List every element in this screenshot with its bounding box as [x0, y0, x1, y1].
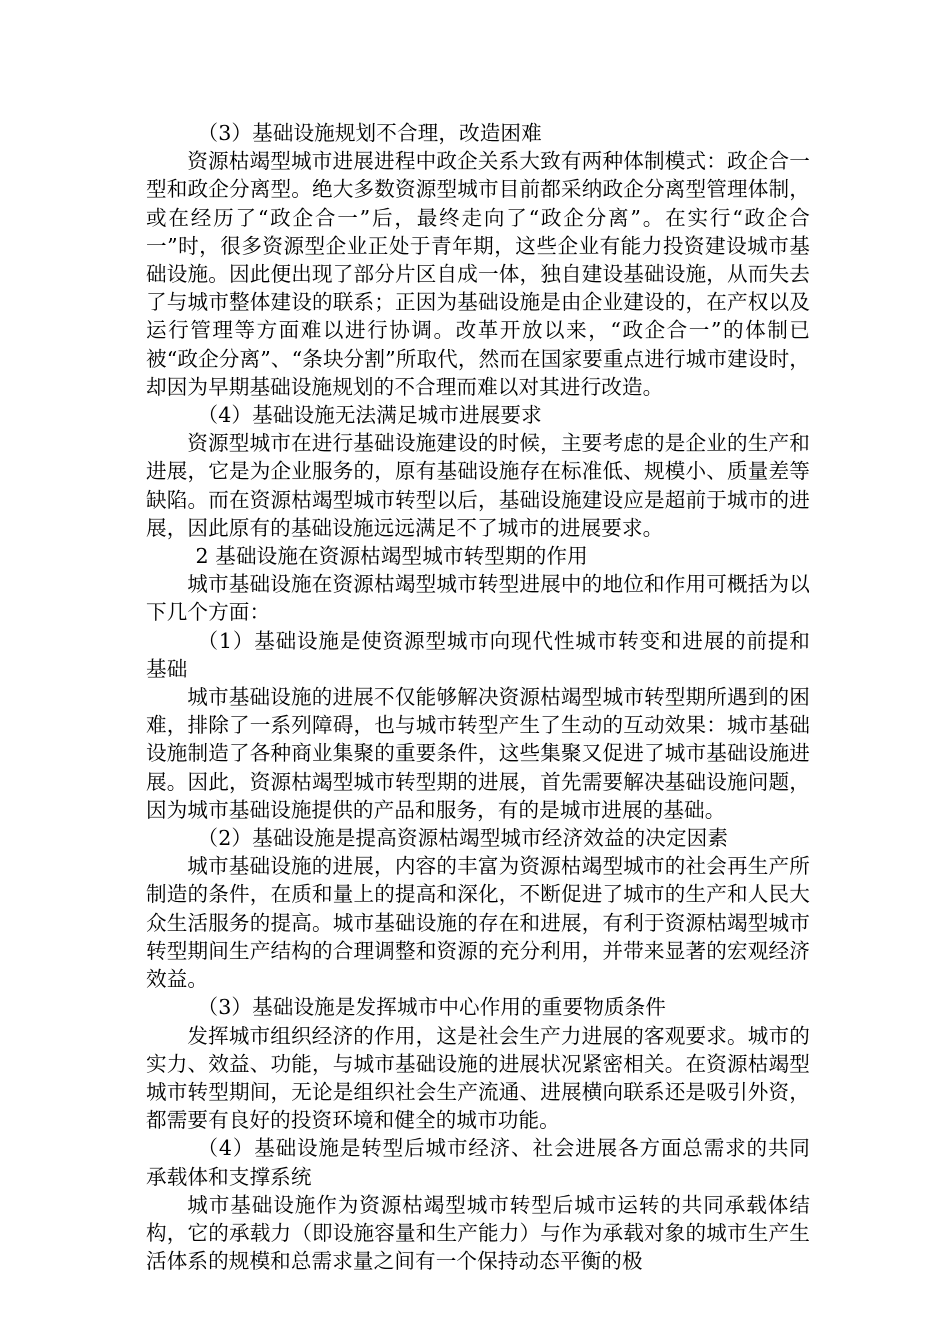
- body-paragraph: 发挥城市组织经济的作用，这是社会生产力进展的客观要求。城市的实力、效益、功能，与城市基础设施的进展状况紧密相关。在资源枯竭型城市转型期间，无论是组织社会生产流通、进展横向联系还是吸引外资，都需要有良好的投资环境和健全的城市功能。: [146, 1023, 810, 1133]
- section-heading-infrastructure-demand: （4）基础设施无法满足城市进展要求: [197, 403, 542, 428]
- body-paragraph: 城市基础设施的进展，内容的丰富为资源枯竭型城市的社会再生产所制造的条件，在质和量上的提高和深化，不断促进了城市的生产和人民大众生活服务的提高。城市基础设施的存在和进展，有利于资源枯竭型城市转型期间生产结构的合理调整和资源的充分利用，并带来显著的宏观经济效益。: [146, 854, 810, 992]
- chapter-heading-infrastructure-role: 2 基础设施在资源枯竭型城市转型期的作用: [195, 544, 588, 569]
- section-heading-infrastructure-planning: （3）基础设施规划不合理，改造困难: [197, 121, 542, 145]
- section-heading-economic-benefit: （2）基础设施是提高资源枯竭型城市经济效益的决定因素: [197, 826, 729, 851]
- body-paragraph: 城市基础设施作为资源枯竭型城市转型后城市运转的共同承载体结构，它的承载力（即设施容量和生产能力）与作为承载对象的城市生产生活体系的规模和总需求量之间有一个保持动态平衡的极: [146, 1192, 810, 1274]
- section-heading-city-center-role: （3）基础设施是发挥城市中心作用的重要物质条件: [197, 995, 666, 1020]
- section-heading-support-system: （4）基础设施是转型后城市经济、社会进展各方面总需求的共同承载体和支撑系统: [146, 1136, 810, 1189]
- body-paragraph: 城市基础设施的进展不仅能够解决资源枯竭型城市转型期所遇到的困难，排除了一系列障碍，也与城市转型产生了生动的互动效果：城市基础设施制造了各种商业集聚的重要条件，这些集聚又促进了城市基础设施进展。因此，资源枯竭型城市转型期的进展，首先需要解决基础设施问题，因为城市基础设施提供的产品和服务，有的是城市进展的基础。: [146, 685, 810, 822]
- section-heading-infrastructure-basis: （1）基础设施是使资源型城市向现代性城市转变和进展的前提和基础: [146, 628, 810, 681]
- body-paragraph: 资源型城市在进行基础设施建设的时候，主要考虑的是企业的生产和进展，它是为企业服务的，原有基础设施存在标准低、规模小、质量差等缺陷。而在资源枯竭型城市转型以后，基础设施建设应是超前于城市的进展，因此原有的基础设施远远满足不了城市的进展要求。: [146, 431, 810, 540]
- document-page: [146, 119, 810, 1275]
- body-paragraph: 城市基础设施在资源枯竭型城市转型进展中的地位和作用可概括为以下几个方面：: [146, 572, 810, 625]
- body-paragraph: 资源枯竭型城市进展进程中政企关系大致有两种体制模式：政企合一型和政企分离型。绝大多数资源型城市目前都采纳政企分离型管理体制，或在经历了“政企合一”后，最终走向了“政企分离”。在实行“政企合一”时，很多资源型企业正处于青年期，这些企业有能力投资建设城市基础设施。因此便出现了部分片区自成一体，独自建设基础设施，从而失去了与城市整体建设的联系；正因为基础设施是由企业建设的，在产权以及运行管理等方面难以进行协调。改革开放以来，“政企合一”的体制已被“政企分离”、“条块分割”所取代，然而在国家要重点进行城市建设时，却因为早期基础设施规划的不合理而难以对其进行改造。: [146, 149, 810, 399]
